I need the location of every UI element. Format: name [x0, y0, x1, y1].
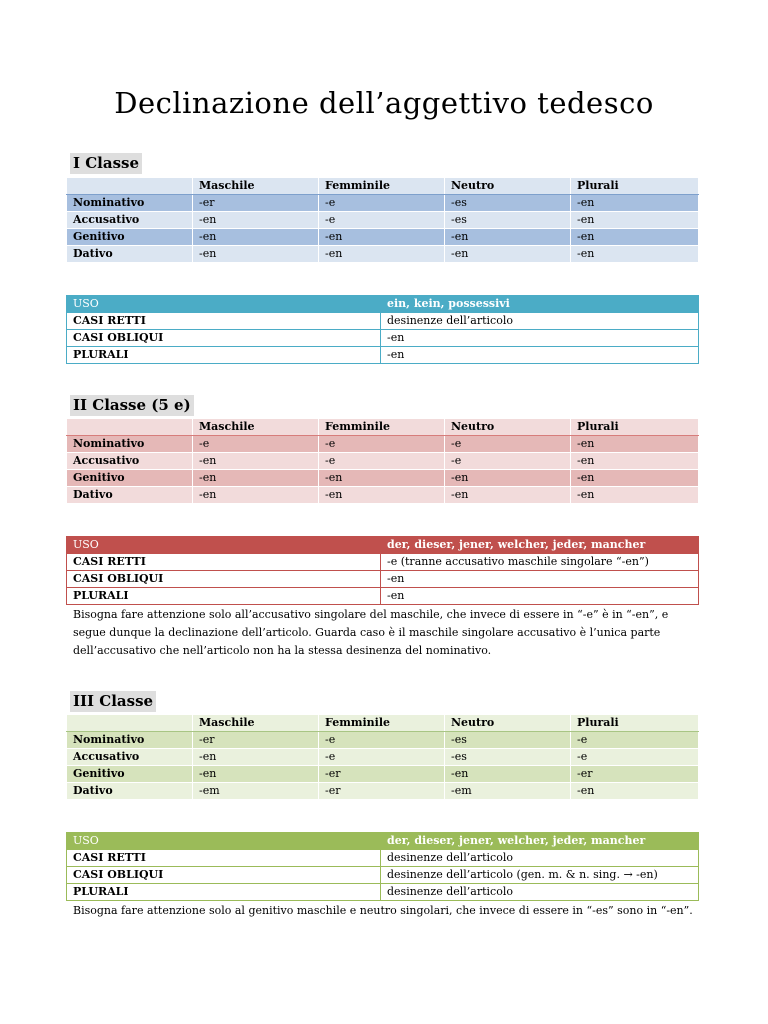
usage-row [67, 554, 699, 571]
table-cell: -em [193, 783, 319, 800]
usage-label: CASI OBLIQUI [67, 571, 381, 588]
table-row [67, 246, 699, 263]
usage-header-value: der, dieser, jener, welcher, jeder, mancher [381, 833, 699, 850]
usage-table-1 [66, 295, 699, 364]
table-cell: -en [319, 246, 445, 263]
case-label: Genitivo [67, 766, 193, 783]
case-label: Accusativo [67, 453, 193, 470]
usage-label: PLURALI [67, 884, 381, 901]
header-cell: Neutro [445, 715, 571, 732]
table-cell: -en [193, 487, 319, 504]
table-cell: -en [445, 470, 571, 487]
table-header-row [67, 419, 699, 436]
section-note-3: Bisogna fare attenzione solo al genitivo maschile e neutro singolari, che invece di essere in “-es” sono in “-en”. [73, 904, 693, 917]
table-cell: -es [445, 195, 571, 212]
usage-row [67, 588, 699, 605]
table-cell: -er [193, 732, 319, 749]
header-cell: Plurali [571, 419, 699, 436]
table-cell: -er [319, 766, 445, 783]
usage-header-label: USO [67, 296, 381, 313]
case-label: Nominativo [67, 436, 193, 453]
table-cell: -er [319, 783, 445, 800]
table-cell: -en [571, 436, 699, 453]
usage-row [67, 867, 699, 884]
table-cell: -en [571, 453, 699, 470]
table-cell: -em [445, 783, 571, 800]
usage-label: CASI RETTI [67, 313, 381, 330]
usage-header-value: der, dieser, jener, welcher, jeder, mancher [381, 537, 699, 554]
header-cell: Femminile [319, 715, 445, 732]
usage-value: desinenze dell’articolo [381, 313, 699, 330]
table-cell: -en [445, 766, 571, 783]
usage-row [67, 330, 699, 347]
header-cell [67, 715, 193, 732]
case-label: Dativo [67, 487, 193, 504]
usage-value: desinenze dell’articolo [381, 884, 699, 901]
table-cell: -en [445, 229, 571, 246]
table-cell: -en [193, 453, 319, 470]
case-label: Nominativo [67, 732, 193, 749]
section-note-2: Bisogna fare attenzione solo all’accusativo singolare del maschile, che invece di essere in “-e” è in “-en”, e segue dunque la declinazione dell’articolo. Guarda caso è il maschile singolare accusativo è l’unica parte dell’accusativo che nell’articolo non ha la stessa desinenza del nominativo. [73, 608, 669, 657]
table-cell: -en [193, 212, 319, 229]
table-cell: -en [445, 487, 571, 504]
usage-header-row [67, 296, 699, 313]
table-cell: -e [445, 453, 571, 470]
section-heading-3: III Classe [70, 691, 156, 712]
table-cell: -e [319, 749, 445, 766]
case-label: Dativo [67, 246, 193, 263]
table-cell: -es [445, 749, 571, 766]
usage-value: desinenze dell’articolo [381, 850, 699, 867]
table-cell: -e [319, 195, 445, 212]
table-cell: -en [193, 246, 319, 263]
usage-label: PLURALI [67, 588, 381, 605]
header-cell: Plurali [571, 178, 699, 195]
header-cell: Plurali [571, 715, 699, 732]
table-cell: -e [571, 732, 699, 749]
usage-header-row [67, 537, 699, 554]
usage-value: desinenze dell’articolo (gen. m. & n. sing. → -en) [381, 867, 699, 884]
table-row [67, 487, 699, 504]
table-cell: -er [193, 195, 319, 212]
usage-label: CASI OBLIQUI [67, 330, 381, 347]
table-cell: -e [319, 732, 445, 749]
table-row [67, 749, 699, 766]
header-cell: Maschile [193, 178, 319, 195]
declension-table-3 [66, 714, 699, 800]
table-cell: -en [571, 470, 699, 487]
section-heading-1: I Classe [70, 153, 142, 174]
usage-row [67, 884, 699, 901]
table-cell: -en [319, 487, 445, 504]
table-row [67, 212, 699, 229]
usage-value: -en [381, 588, 699, 605]
usage-label: CASI RETTI [67, 554, 381, 571]
table-cell: -e [445, 436, 571, 453]
header-cell: Femminile [319, 419, 445, 436]
table-cell: -e [193, 436, 319, 453]
table-cell: -en [193, 766, 319, 783]
usage-label: CASI RETTI [67, 850, 381, 867]
table-row [67, 470, 699, 487]
case-label: Genitivo [67, 470, 193, 487]
table-row [67, 436, 699, 453]
usage-value: -en [381, 347, 699, 364]
case-label: Accusativo [67, 749, 193, 766]
table-cell: -e [571, 749, 699, 766]
table-cell: -en [319, 229, 445, 246]
table-cell: -e [319, 436, 445, 453]
table-header-row [67, 715, 699, 732]
table-cell: -en [571, 229, 699, 246]
table-cell: -en [571, 195, 699, 212]
table-row [67, 783, 699, 800]
table-row [67, 229, 699, 246]
usage-row [67, 850, 699, 867]
table-cell: -er [571, 766, 699, 783]
header-cell [67, 419, 193, 436]
case-label: Genitivo [67, 229, 193, 246]
usage-table-2 [66, 536, 699, 605]
usage-label: CASI OBLIQUI [67, 867, 381, 884]
table-row [67, 732, 699, 749]
declension-table-2 [66, 418, 699, 504]
header-cell: Maschile [193, 419, 319, 436]
header-cell [67, 178, 193, 195]
table-cell: -en [193, 749, 319, 766]
table-cell: -en [571, 246, 699, 263]
table-cell: -en [571, 487, 699, 504]
table-cell: -en [193, 470, 319, 487]
usage-row [67, 347, 699, 364]
table-cell: -en [193, 229, 319, 246]
table-cell: -en [319, 470, 445, 487]
table-header-row [67, 178, 699, 195]
case-label: Accusativo [67, 212, 193, 229]
table-cell: -en [445, 246, 571, 263]
header-cell: Femminile [319, 178, 445, 195]
usage-header-label: USO [67, 833, 381, 850]
table-cell: -en [571, 783, 699, 800]
usage-table-3 [66, 832, 699, 901]
table-cell: -e [319, 453, 445, 470]
usage-value: -en [381, 330, 699, 347]
header-cell: Neutro [445, 419, 571, 436]
usage-row [67, 571, 699, 588]
usage-value: -e (tranne accusativo maschile singolare “-en”) [381, 554, 699, 571]
case-label: Nominativo [67, 195, 193, 212]
table-cell: -es [445, 212, 571, 229]
declension-table-1 [66, 177, 699, 263]
usage-header-value: ein, kein, possessivi [381, 296, 699, 313]
usage-header-row [67, 833, 699, 850]
table-row [67, 195, 699, 212]
table-cell: -es [445, 732, 571, 749]
usage-label: PLURALI [67, 347, 381, 364]
usage-value: -en [381, 571, 699, 588]
header-cell: Neutro [445, 178, 571, 195]
case-label: Dativo [67, 783, 193, 800]
table-cell: -en [571, 212, 699, 229]
header-cell: Maschile [193, 715, 319, 732]
table-cell: -e [319, 212, 445, 229]
table-row [67, 766, 699, 783]
section-heading-2: II Classe (5 e) [70, 395, 194, 416]
table-row [67, 453, 699, 470]
usage-row [67, 313, 699, 330]
page-title: Declinazione dell’aggettivo tedesco [114, 86, 654, 120]
usage-header-label: USO [67, 537, 381, 554]
